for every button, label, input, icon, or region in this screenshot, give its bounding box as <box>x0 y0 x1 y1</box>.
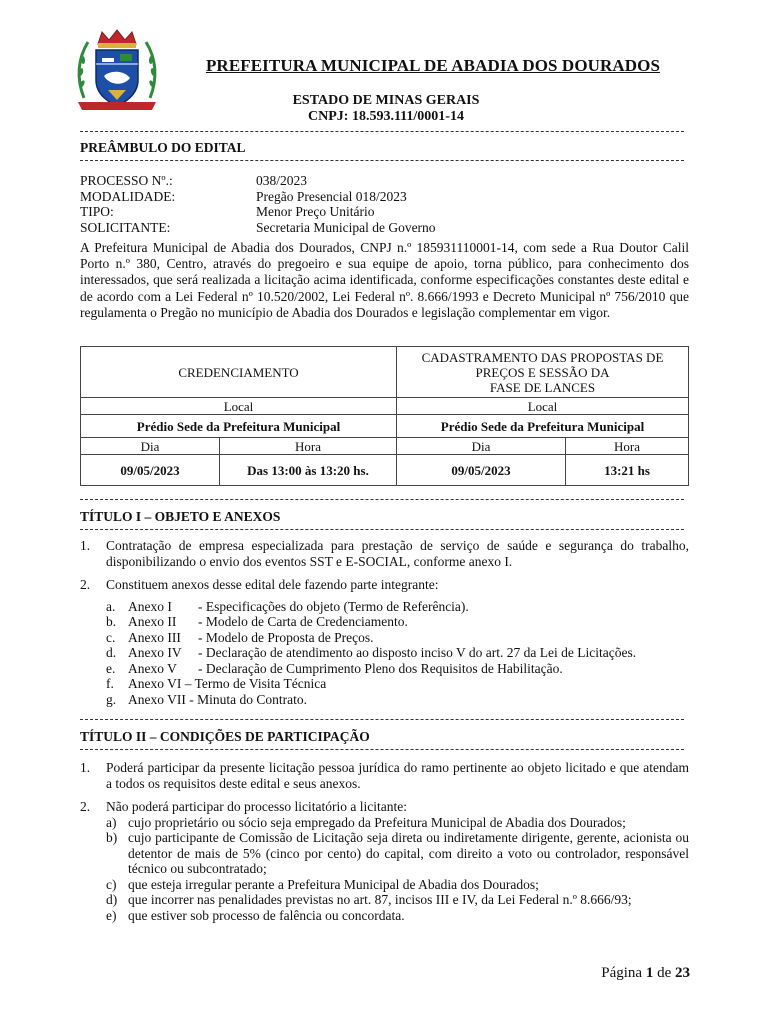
divider <box>80 749 684 750</box>
subitem-letter: a) <box>106 814 117 830</box>
subitem-text: que esteja irregular perante a Prefeitura Municipal de Abadia dos Dourados; <box>128 876 539 892</box>
annex-name: Anexo I <box>128 598 172 614</box>
annex-name: Anexo VII - Minuta do Contrato. <box>128 691 307 707</box>
page-word: Página <box>601 965 643 981</box>
annex-desc: - Especificações do objeto (Termo de Referência). <box>198 598 469 614</box>
annex-letter: c. <box>106 629 116 645</box>
preamble-fields <box>80 173 436 235</box>
subitem <box>106 892 689 908</box>
proposals-header-line: CADASTRAMENTO DAS PROPOSTAS DE <box>421 349 664 365</box>
subitem-list <box>80 815 689 924</box>
right-place: Prédio Sede da Prefeitura Municipal <box>397 415 689 438</box>
annex-name: Anexo IV <box>128 645 182 660</box>
list-item <box>80 799 689 815</box>
annex-letter: f. <box>106 676 114 691</box>
local-label: Local <box>397 398 689 415</box>
title-1-list <box>80 538 689 707</box>
table-row <box>81 438 689 455</box>
hour-label: Hora <box>220 438 397 455</box>
page-number: 1 <box>645 965 654 981</box>
table-row <box>81 415 689 438</box>
field-label: SOLICITANTE: <box>80 219 171 235</box>
subitem-text: que estiver sob processo de falência ou concordata. <box>128 907 405 923</box>
field-row-process <box>80 173 436 189</box>
annex-item <box>106 630 689 646</box>
table-row <box>81 398 689 415</box>
field-value: Pregão Presencial 018/2023 <box>256 188 407 204</box>
annex-name: Anexo II <box>128 614 177 629</box>
title-2-heading: TÍTULO II – CONDIÇÕES DE PARTICIPAÇÃO <box>80 729 370 744</box>
list-item <box>80 760 689 791</box>
subitem-text: cujo proprietário ou sócio seja empregado da Prefeitura Municipal de Abadia dos Dourados; <box>128 814 626 830</box>
subitem-letter: e) <box>106 907 117 923</box>
municipal-crest-icon <box>74 28 160 112</box>
field-label: TIPO: <box>80 204 114 219</box>
field-label: PROCESSO Nº.: <box>80 173 173 188</box>
municipality-title: PREFEITURA MUNICIPAL DE ABADIA DOS DOURADOS <box>205 56 661 75</box>
annex-item <box>106 661 689 677</box>
subitem <box>106 908 689 924</box>
annex-name: Anexo III <box>128 629 181 645</box>
item-text: Poderá participar da presente licitação pessoa jurídica do ramo pertinente ao objeto licitado e que atendam a todos os requisitos deste edital e seus anexos. <box>106 760 689 791</box>
field-value: Secretaria Municipal de Governo <box>256 219 436 235</box>
left-hour: Das 13:00 às 13:20 hs. <box>220 455 397 486</box>
annex-name: Anexo V <box>128 660 177 676</box>
left-place: Prédio Sede da Prefeitura Municipal <box>81 415 397 438</box>
item-text: Contratação de empresa especializada para prestação de serviço de saúde e segurança do trabalho, disponibilizando o envio dos eventos SST e E-SOCIAL, conforme anexo I. <box>106 538 689 569</box>
subitem-letter: c) <box>106 876 117 892</box>
annex-letter: a. <box>106 598 116 614</box>
schedule-table <box>80 346 689 486</box>
state-name: ESTADO DE MINAS GERAIS <box>292 93 480 108</box>
hour-label: Hora <box>566 438 689 455</box>
annex-list <box>80 599 689 708</box>
title-2-list <box>80 760 689 923</box>
local-label: Local <box>81 398 397 415</box>
subitem <box>106 815 689 831</box>
right-hour: 13:21 hs <box>566 455 689 486</box>
subitem-letter: b) <box>106 830 118 845</box>
item-number: 2. <box>80 577 91 592</box>
page-footer <box>601 965 690 982</box>
subitem-letter: d) <box>106 892 118 907</box>
of-word: de <box>657 965 672 981</box>
field-row-type <box>80 204 436 220</box>
day-label: Dia <box>397 438 566 455</box>
right-day: 09/05/2023 <box>397 455 566 486</box>
annex-desc: - Declaração de Cumprimento Pleno dos Requisitos de Habilitação. <box>198 660 563 676</box>
annex-desc: - Modelo de Carta de Credenciamento. <box>198 614 408 629</box>
credentialing-header: CREDENCIAMENTO <box>81 347 397 398</box>
annex-item <box>106 614 689 630</box>
preamble-title: PREÂMBULO DO EDITAL <box>80 140 246 155</box>
left-day: 09/05/2023 <box>81 455 220 486</box>
day-label: Dia <box>81 438 220 455</box>
table-row <box>81 347 689 398</box>
subitem <box>106 877 689 893</box>
cnpj-line: CNPJ: 18.593.111/0001-14 <box>308 109 464 124</box>
annex-letter: b. <box>106 614 117 629</box>
annex-item <box>106 692 689 708</box>
field-row-modality <box>80 189 436 205</box>
item-text: Não poderá participar do processo licitatório a licitante: <box>106 799 408 814</box>
proposals-header-line: PREÇOS E SESSÃO DA <box>475 364 610 380</box>
item-number: 1. <box>80 760 91 775</box>
annex-desc: - Modelo de Proposta de Preços. <box>198 629 374 645</box>
annex-desc: - Declaração de atendimento ao disposto inciso V do art. 27 da Lei de Licitações. <box>198 645 637 660</box>
proposals-header-line: FASE DE LANCES <box>489 379 596 395</box>
list-item <box>80 577 689 593</box>
field-label: MODALIDADE: <box>80 188 176 204</box>
annex-letter: d. <box>106 645 117 660</box>
annex-item <box>106 599 689 615</box>
annex-letter: g. <box>106 691 117 707</box>
divider <box>80 499 684 500</box>
divider <box>80 160 684 161</box>
field-row-requester <box>80 220 436 236</box>
item-number: 2. <box>80 799 91 814</box>
field-value: Menor Preço Unitário <box>256 204 375 219</box>
annex-letter: e. <box>106 660 116 676</box>
preamble-paragraph: A Prefeitura Municipal de Abadia dos Dourados, CNPJ n.º 185931110001-14, com sede a Rua Doutor Calil Porto n.º 380, Centro, através do pregoeiro e sua equipe de apoio, torna público, para conhecimento dos interessados, que será realizada a licitação acima identificada, conforme especificações constantes deste edital e de acordo com a Lei Federal nº 10.520/2002, Lei Federal nº. 8.666/1993 e Decreto Municipal nº 756/2010 que regulamenta o Pregão no município de Abadia dos Dourados e legislação complementar em vigor. <box>80 240 689 320</box>
divider <box>80 719 684 720</box>
subitem <box>106 830 689 877</box>
annex-item <box>106 645 689 661</box>
annex-item <box>106 676 689 692</box>
header-subtitle <box>176 93 596 125</box>
subitem-text: cujo participante de Comissão de Licitação seja direta ou indiretamente dirigente, gerente, acionista ou detentor de mais de 5% (cinco por cento) do capital, com direito a voto ou controlador, responsável técnico ou subcontratado; <box>128 830 689 876</box>
annex-name: Anexo VI – Termo de Visita Técnica <box>128 676 327 691</box>
item-text: Constituem anexos desse edital dele fazendo parte integrante: <box>106 577 439 592</box>
field-value: 038/2023 <box>256 173 308 188</box>
list-item <box>80 538 689 569</box>
proposals-header <box>397 347 689 398</box>
page-total: 23 <box>675 965 690 981</box>
divider <box>80 529 684 530</box>
item-number: 1. <box>80 538 91 553</box>
divider <box>80 131 684 132</box>
table-row <box>81 455 689 486</box>
subitem-text: que incorrer nas penalidades previstas no art. 87, incisos III e IV, da Lei Federal n.º 8.666/93; <box>128 892 632 907</box>
title-1-heading: TÍTULO I – OBJETO E ANEXOS <box>80 509 281 524</box>
